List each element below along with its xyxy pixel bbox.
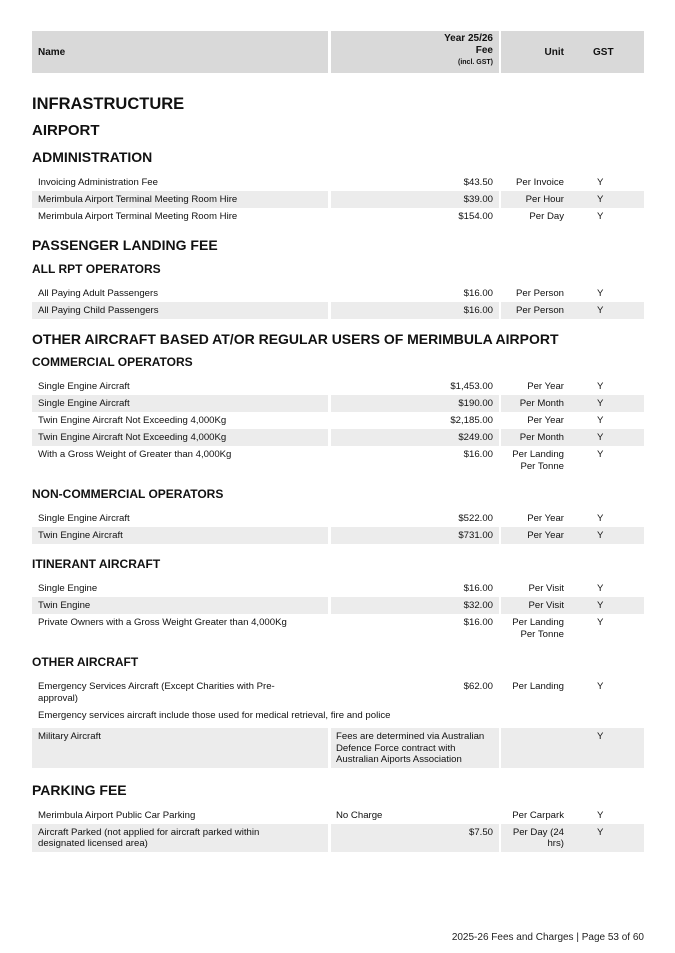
row-fee: $39.00 (331, 191, 499, 208)
row-gst: Y (567, 527, 644, 544)
row-name: Single Engine Aircraft (32, 395, 328, 412)
row-name: Invoicing Administration Fee (38, 177, 158, 188)
row-unit-line: Per Landing (512, 449, 564, 460)
row-unit: Per Year (501, 527, 567, 544)
header-unit: Unit (501, 31, 567, 73)
row-name: All Paying Child Passengers (32, 302, 328, 319)
table-row (32, 678, 644, 706)
header-fee-note: (incl. GST) (458, 59, 493, 66)
table-row (32, 429, 644, 446)
row-fee: $16.00 (463, 288, 493, 299)
row-name (32, 678, 328, 706)
row-gst: Y (597, 449, 604, 460)
row-fee: $16.00 (331, 302, 499, 319)
non-commercial-table (32, 510, 644, 544)
row-unit: Per Year (527, 513, 564, 524)
row-unit: Per Landing (512, 681, 564, 692)
row-gst: Y (597, 617, 604, 628)
row-unit: Per Hour (501, 191, 567, 208)
row-fee: $249.00 (331, 429, 499, 446)
row-fee: $16.00 (463, 449, 493, 460)
itinerant-table (32, 580, 644, 642)
row-unit: Per Invoice (516, 177, 564, 188)
table-row (32, 208, 644, 225)
subsection-title-non-commercial: NON-COMMERCIAL OPERATORS (32, 487, 224, 501)
parking-table (32, 807, 644, 852)
table-row (32, 285, 644, 302)
other-aircraft-table (32, 678, 644, 768)
row-unit: Per Year (527, 415, 564, 426)
section-title-other-aircraft-based: OTHER AIRCRAFT BASED AT/OR REGULAR USERS OF MERIMBULA AIRPORT (32, 331, 559, 347)
header-name: Name (32, 31, 328, 73)
row-gst: Y (567, 597, 644, 614)
row-name-line: Emergency Services Aircraft (Except Charities with Pre- (38, 681, 275, 692)
row-unit-line: Per Tonne (520, 460, 564, 472)
row-name: Military Aircraft (32, 728, 328, 768)
row-name: All Paying Adult Passengers (38, 288, 158, 299)
row-unit: Per Person (516, 288, 564, 299)
row-unit: Per Month (501, 395, 567, 412)
row-fee: $7.50 (331, 824, 499, 852)
row-name: Twin Engine (32, 597, 328, 614)
row-fee: $1,453.00 (450, 381, 493, 392)
section-title-airport: AIRPORT (32, 122, 100, 139)
table-row (32, 191, 644, 208)
row-name: Twin Engine Aircraft Not Exceeding 4,000Kg (32, 429, 328, 446)
row-unit-line: Per Landing (512, 617, 564, 628)
row-fee: $2,185.00 (450, 415, 493, 426)
row-name: Single Engine Aircraft (38, 513, 130, 524)
section-title-administration: ADMINISTRATION (32, 149, 153, 165)
row-unit-line: Per Tonne (520, 628, 564, 640)
row-name: Single Engine Aircraft (38, 381, 130, 392)
table-row (32, 614, 644, 642)
row-name-line: Aircraft Parked (not applied for aircraft parked within (38, 826, 260, 838)
row-gst: Y (567, 302, 644, 319)
row-unit: Per Carpark (512, 809, 564, 821)
row-unit: Per Month (501, 429, 567, 446)
section-title-passenger-landing: PASSENGER LANDING FEE (32, 237, 218, 253)
row-unit: Per Visit (528, 583, 564, 594)
row-name: Single Engine (38, 583, 98, 594)
passenger-landing-table (32, 285, 644, 319)
row-gst: Y (567, 395, 644, 412)
row-gst: Y (597, 809, 604, 821)
row-gst: Y (597, 177, 604, 188)
row-gst: Y (567, 728, 644, 768)
row-gst: Y (597, 415, 604, 426)
row-gst: Y (597, 513, 604, 524)
table-row (32, 302, 644, 319)
subsection-title-itinerant: ITINERANT AIRCRAFT (32, 557, 161, 571)
table-row (32, 510, 644, 527)
row-name: Merimbula Airport Terminal Meeting Room Hire (38, 211, 238, 222)
table-row (32, 174, 644, 191)
row-name: Twin Engine Aircraft (32, 527, 328, 544)
header-fee (331, 31, 499, 73)
row-unit: Per Day (529, 211, 564, 222)
row-unit (501, 614, 567, 642)
table-row (32, 527, 644, 544)
row-name: Private Owners with a Gross Weight Greater than 4,000Kg (38, 617, 287, 628)
row-unit (501, 824, 567, 852)
table-row (32, 378, 644, 395)
row-gst: Y (567, 824, 644, 852)
row-fee: No Charge (336, 809, 383, 821)
row-fee: $32.00 (331, 597, 499, 614)
table-row (32, 395, 644, 412)
table-row (32, 824, 644, 852)
row-fee: $16.00 (463, 617, 493, 628)
row-name (32, 824, 328, 852)
header-fee-year: Year 25/26 (444, 33, 493, 44)
table-row (32, 597, 644, 614)
emergency-note: Emergency services aircraft include those used for medical retrieval, fire and police (38, 710, 391, 721)
row-name-line: designated licensed area) (38, 838, 148, 849)
page-footer: 2025-26 Fees and Charges | Page 53 of 60 (451, 932, 644, 943)
table-row (32, 728, 644, 768)
row-fee-line: Defence Force contract with (336, 742, 456, 754)
header-gst: GST (567, 31, 644, 73)
row-name-line: approval) (38, 692, 78, 704)
row-unit (501, 446, 567, 474)
row-unit: Per Visit (501, 597, 567, 614)
table-row (32, 446, 644, 474)
fees-page (32, 31, 644, 852)
row-gst: Y (597, 583, 604, 594)
row-fee: $731.00 (331, 527, 499, 544)
row-fee: $16.00 (463, 583, 493, 594)
row-unit-line: hrs) (547, 838, 564, 849)
row-name: Merimbula Airport Public Car Parking (38, 809, 196, 821)
row-gst: Y (597, 681, 604, 692)
subsection-title-commercial: COMMERCIAL OPERATORS (32, 355, 193, 369)
row-gst: Y (597, 211, 604, 222)
subsection-title-other-aircraft: OTHER AIRCRAFT (32, 655, 139, 669)
row-name: With a Gross Weight of Greater than 4,000Kg (38, 449, 232, 460)
row-unit: Per Person (501, 302, 567, 319)
header-fee-label: Fee (475, 45, 493, 56)
row-unit (501, 728, 567, 768)
administration-table (32, 174, 644, 225)
row-fee: $62.00 (463, 681, 493, 692)
table-row (32, 807, 644, 824)
row-fee: $43.50 (463, 177, 493, 188)
section-title-parking: PARKING FEE (32, 781, 127, 798)
row-gst: Y (567, 191, 644, 208)
row-fee: $190.00 (331, 395, 499, 412)
row-fee-line: Fees are determined via Australian (336, 731, 485, 742)
table-header (32, 31, 644, 73)
row-gst: Y (597, 288, 604, 299)
row-fee: $522.00 (458, 513, 493, 524)
row-gst: Y (597, 381, 604, 392)
row-unit-line: Per Day (24 (512, 826, 564, 838)
table-row (32, 412, 644, 429)
row-name: Twin Engine Aircraft Not Exceeding 4,000Kg (38, 415, 227, 426)
row-gst: Y (567, 429, 644, 446)
row-name: Merimbula Airport Terminal Meeting Room Hire (32, 191, 328, 208)
row-fee: $154.00 (458, 211, 493, 222)
row-fee-line: Australian Aiports Association (336, 754, 462, 765)
subsection-title-rpt: ALL RPT OPERATORS (32, 262, 161, 276)
table-row (32, 580, 644, 597)
row-fee (331, 728, 499, 768)
commercial-table (32, 378, 644, 474)
section-title-infrastructure: INFRASTRUCTURE (32, 95, 185, 113)
row-unit: Per Year (527, 381, 564, 392)
